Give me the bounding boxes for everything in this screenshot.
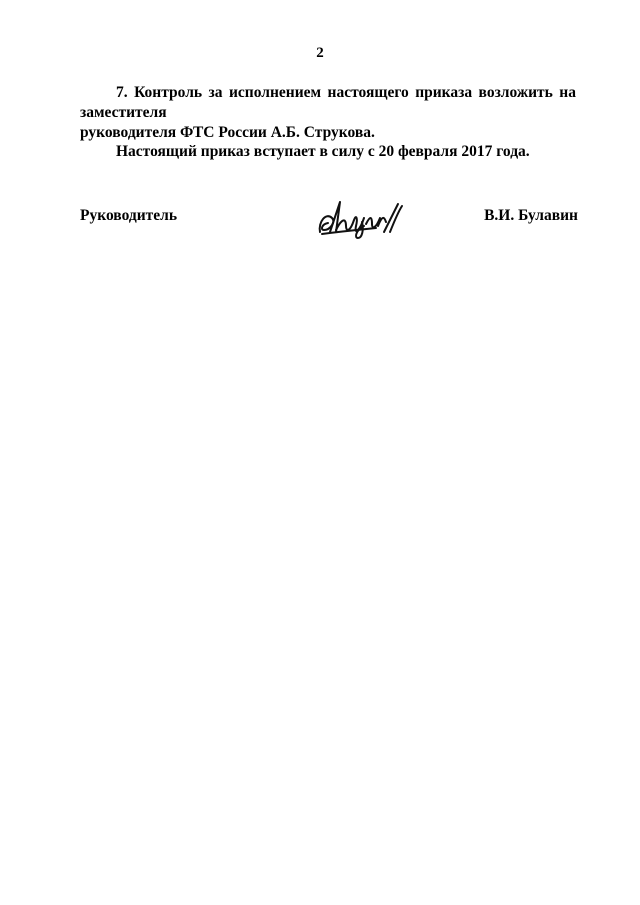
signer-name: В.И. Булавин bbox=[484, 207, 578, 224]
signer-title: Руководитель bbox=[80, 207, 178, 224]
paragraph-7-line-1: 7. Контроль за исполнением настоящего приказа возложить на заместителя bbox=[80, 84, 576, 121]
handwritten-signature bbox=[316, 196, 406, 240]
page-number: 2 bbox=[316, 45, 324, 61]
paragraph-7-line-2: руководителя ФТС России А.Б. Струкова. bbox=[80, 124, 375, 141]
paragraph-7 bbox=[80, 83, 576, 143]
signature-block bbox=[80, 196, 578, 244]
effective-date-paragraph: Настоящий приказ вступает в силу с 20 февраля 2017 года. bbox=[116, 143, 530, 160]
